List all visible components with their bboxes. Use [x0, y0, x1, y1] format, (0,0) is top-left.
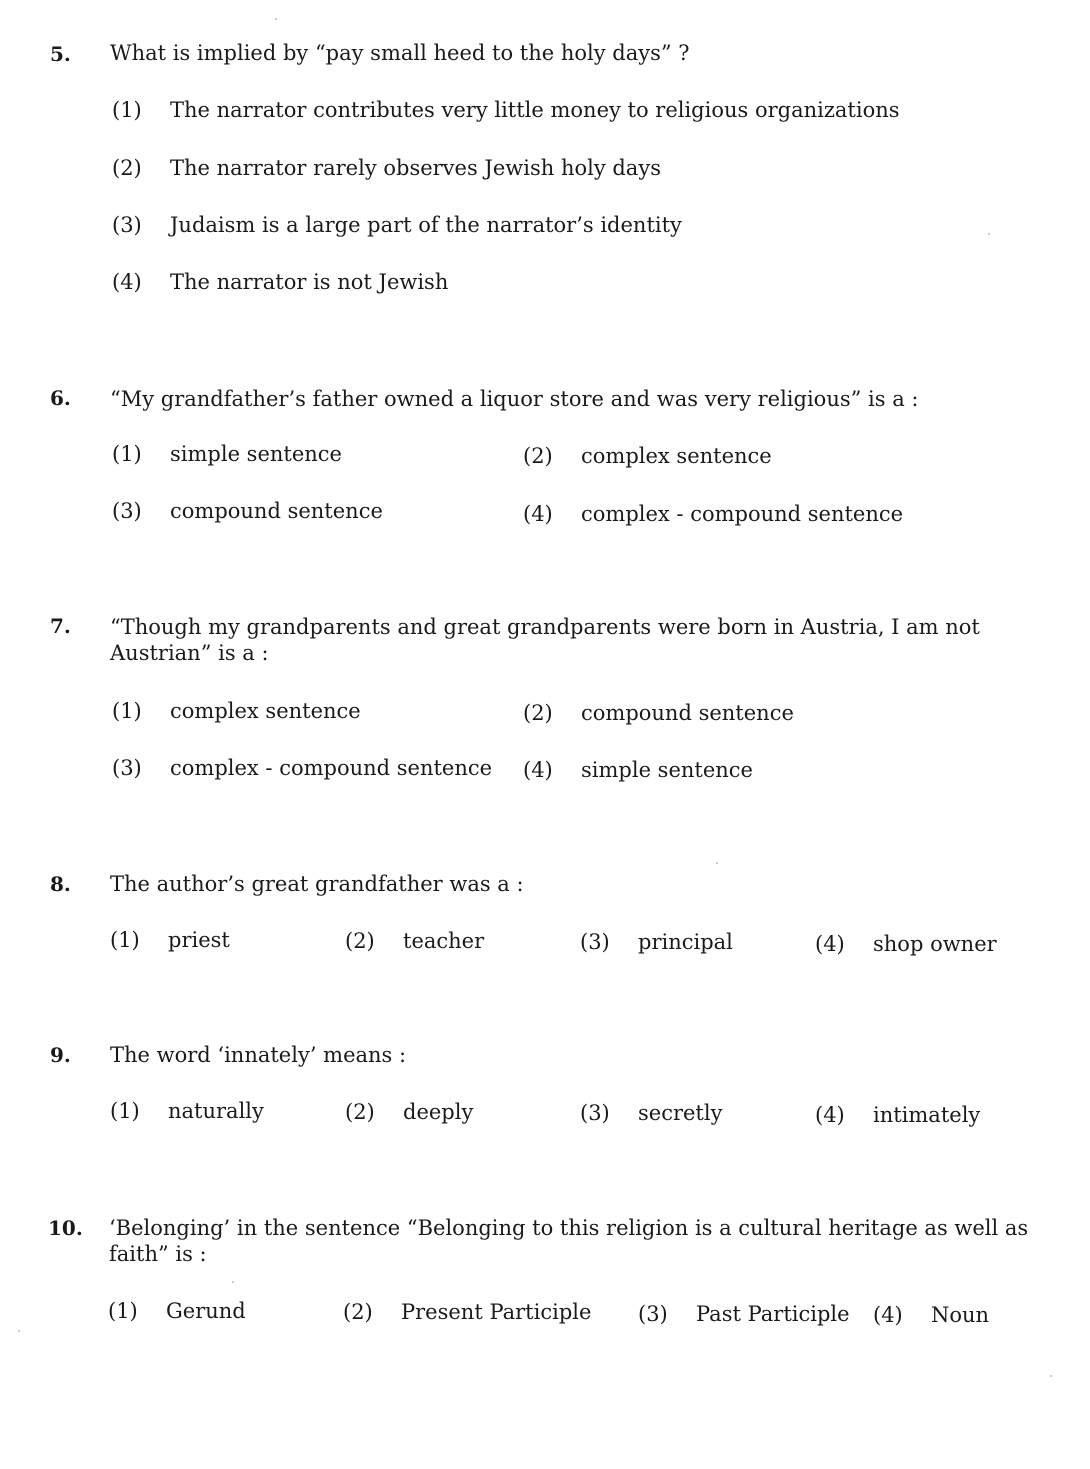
option-text: deeply	[403, 1100, 474, 1124]
option-number: (3)	[638, 1302, 668, 1326]
question-text: “My grandfather’s father owned a liquor store and was very religious” is a :	[110, 387, 919, 411]
scan-speck	[988, 233, 990, 235]
option-item	[112, 156, 661, 180]
question-text: What is implied by “pay small heed to the holy days” ?	[110, 41, 690, 65]
option-text: intimately	[873, 1103, 981, 1127]
option-item	[112, 270, 448, 294]
option-item	[112, 756, 492, 780]
option-number: (1)	[110, 928, 140, 952]
question-number: 8.	[50, 872, 71, 896]
option-item	[523, 701, 794, 725]
option-number: (4)	[523, 758, 553, 782]
option-text: simple sentence	[581, 758, 753, 782]
option-number: (3)	[580, 1101, 610, 1125]
option-text: Judaism is a large part of the narrator’s identity	[170, 213, 682, 237]
option-number: (3)	[112, 756, 142, 780]
option-item	[112, 98, 900, 122]
question-number: 6.	[50, 386, 71, 410]
option-item	[343, 1300, 591, 1324]
option-item	[580, 1101, 722, 1125]
option-number: (1)	[110, 1099, 140, 1123]
option-item	[580, 930, 733, 954]
option-number: (1)	[108, 1299, 138, 1323]
option-number: (2)	[523, 444, 553, 468]
option-text: principal	[638, 930, 733, 954]
option-item	[638, 1302, 850, 1326]
option-item	[523, 444, 772, 468]
scan-speck	[18, 1330, 20, 1332]
option-text: complex - compound sentence	[581, 502, 904, 526]
option-text: Past Participle	[696, 1302, 850, 1326]
option-number: (2)	[112, 156, 142, 180]
option-item	[110, 1099, 264, 1123]
option-item	[112, 499, 383, 523]
option-text: complex sentence	[170, 699, 361, 723]
option-text: Gerund	[166, 1299, 246, 1323]
option-item	[108, 1299, 246, 1323]
option-text: naturally	[168, 1099, 264, 1123]
option-item	[112, 213, 682, 237]
option-number: (1)	[112, 442, 142, 466]
option-text: Present Participle	[401, 1300, 592, 1324]
option-number: (1)	[112, 699, 142, 723]
question-text: “Though my grandparents and great grandparents were born in Austria, I am not Austrian” is a :	[110, 615, 980, 665]
option-number: (2)	[345, 929, 375, 953]
scan-speck	[275, 18, 277, 20]
scan-speck	[716, 862, 718, 864]
option-text: teacher	[403, 929, 485, 953]
option-number: (4)	[815, 1103, 845, 1127]
option-text: simple sentence	[170, 442, 342, 466]
question-number: 7.	[50, 614, 71, 638]
option-text: shop owner	[873, 932, 997, 956]
option-text: The narrator is not Jewish	[170, 270, 449, 294]
option-item	[815, 932, 997, 956]
option-number: (2)	[343, 1300, 373, 1324]
option-number: (4)	[523, 502, 553, 526]
question-number: 10.	[48, 1216, 83, 1240]
option-item	[112, 699, 361, 723]
question-text: The word ‘innately’ means :	[110, 1043, 407, 1067]
option-number: (1)	[112, 98, 142, 122]
option-number: (3)	[112, 499, 142, 523]
option-number: (4)	[815, 932, 845, 956]
option-item	[523, 758, 753, 782]
option-text: priest	[168, 928, 230, 952]
option-item	[345, 1100, 473, 1124]
option-item	[112, 442, 342, 466]
question-text: The author’s great grandfather was a :	[110, 872, 524, 896]
option-number: (2)	[345, 1100, 375, 1124]
option-text: The narrator rarely observes Jewish holy days	[170, 156, 661, 180]
option-text: compound sentence	[170, 499, 383, 523]
option-text: complex - compound sentence	[170, 756, 493, 780]
option-number: (3)	[112, 213, 142, 237]
option-item	[815, 1103, 980, 1127]
option-number: (3)	[580, 930, 610, 954]
option-number: (2)	[523, 701, 553, 725]
option-item	[345, 929, 484, 953]
option-item	[523, 502, 903, 526]
question-number: 5.	[50, 42, 71, 66]
question-number: 9.	[50, 1043, 71, 1067]
option-item	[873, 1303, 989, 1327]
option-text: secretly	[638, 1101, 723, 1125]
scan-speck	[1050, 1375, 1052, 1377]
option-number: (4)	[112, 270, 142, 294]
option-text: The narrator contributes very little money to religious organizations	[170, 98, 900, 122]
option-text: compound sentence	[581, 701, 794, 725]
option-text: complex sentence	[581, 444, 772, 468]
scan-speck	[232, 1281, 234, 1283]
option-item	[110, 928, 230, 952]
question-text: ‘Belonging’ in the sentence “Belonging to this religion is a cultural heritage as well as faith” is :	[109, 1216, 1029, 1266]
option-text: Noun	[931, 1303, 990, 1327]
option-number: (4)	[873, 1303, 903, 1327]
